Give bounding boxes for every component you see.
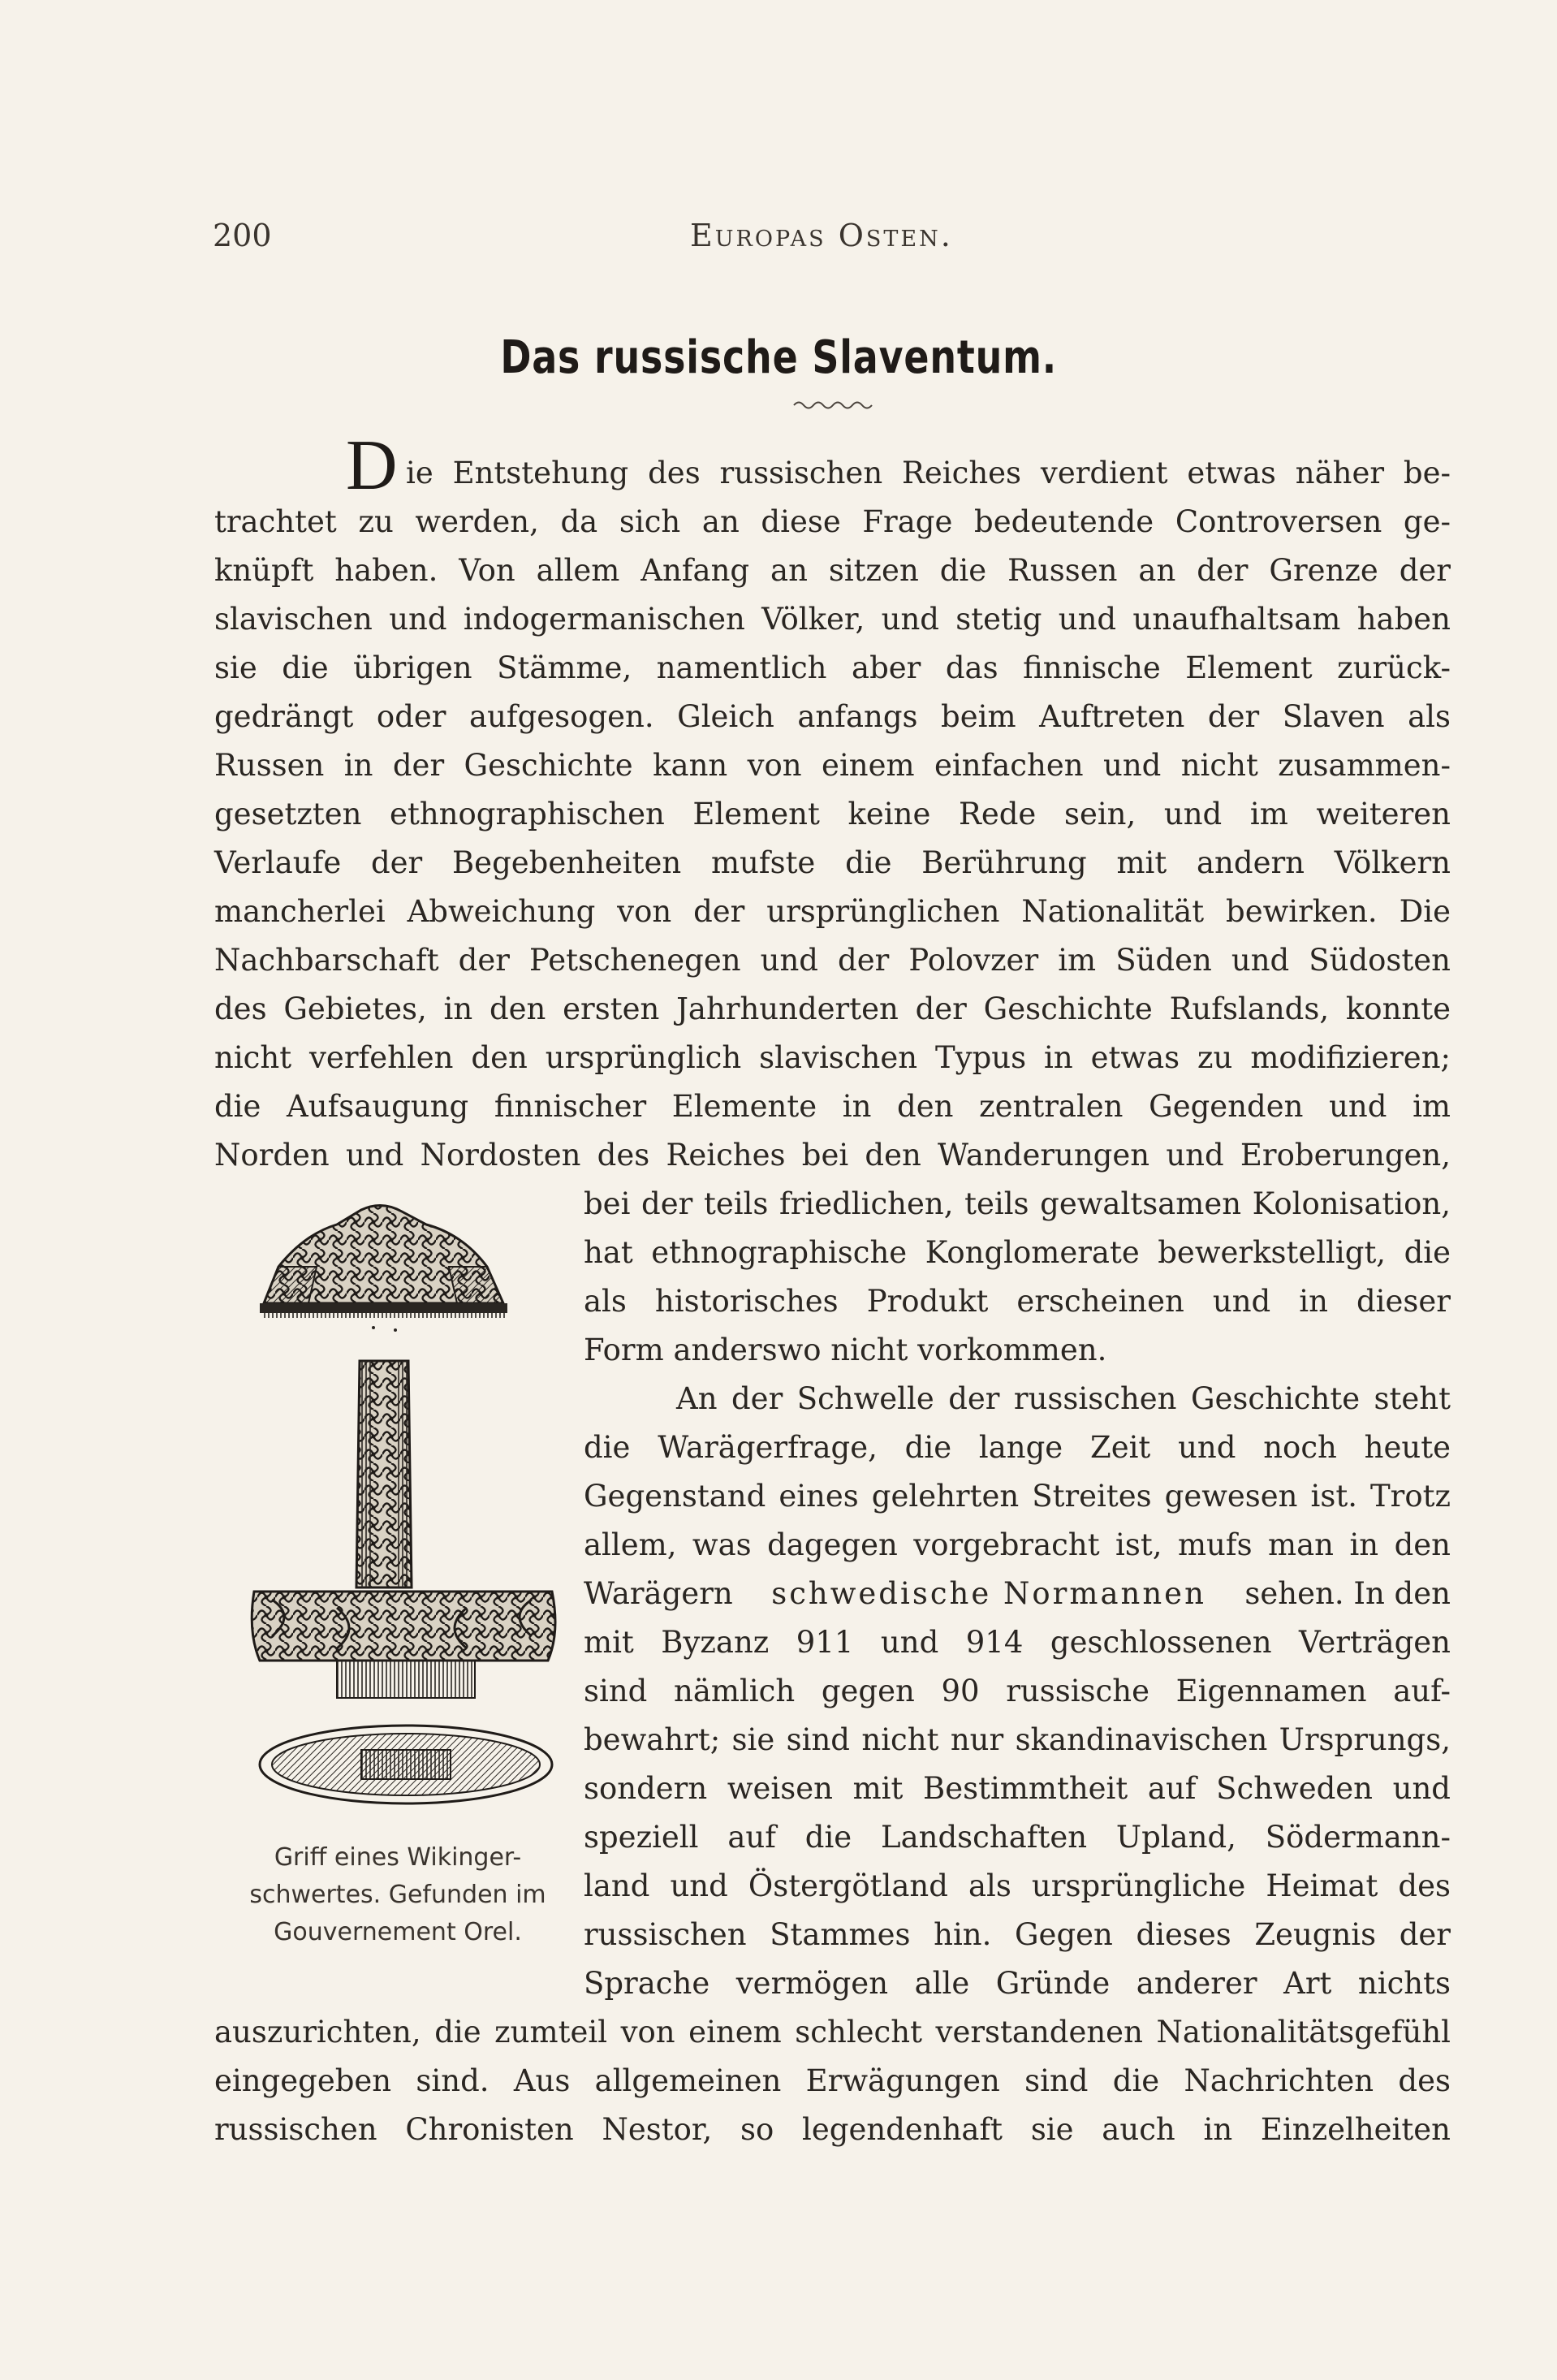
text-line: mancherlei Abweichung von der ursprünglichen Nationalität bewirken. Die: [214, 894, 1451, 929]
crossguard: [252, 1592, 555, 1661]
text-line: eingegeben sind. Aus allgemeinen Erwägungen sind die Nachrichten des: [214, 2063, 1451, 2098]
page-number: 200: [213, 218, 272, 253]
ornament-squiggle-icon: [792, 398, 873, 411]
text-line: Russen in der Geschichte kann von einem einfachen und nicht zusammen-: [214, 748, 1451, 783]
text-line: sondern weisen mit Bestimmtheit auf Schweden und: [584, 1771, 1451, 1806]
text-word: Warägern: [584, 1576, 733, 1611]
text-line: land und Östergötland als ursprüngliche Heimat des: [584, 1868, 1451, 1903]
text-line: sie die übrigen Stämme, namentlich aber das finnische Element zurück-: [214, 650, 1451, 685]
text-line: trachtet zu werden, da sich an diese Frage bedeutende Controversen ge-: [214, 504, 1451, 539]
text-line: Gegenstand eines gelehrten Streites gewesen ist. Trotz: [584, 1479, 1451, 1514]
text-line: Nachbarschaft der Petschenegen und der Polovzer im Süden und Südosten: [214, 943, 1451, 978]
text-line: Verlaufe der Begebenheiten mufste die Berührung mit andern Völkern: [214, 845, 1451, 880]
blade-stub: [337, 1661, 475, 1698]
text-line: Sprache vermögen alle Gründe anderer Art nichts: [584, 1966, 1451, 2001]
grip: [356, 1361, 412, 1587]
emphasized-text: schwedische Normannen: [771, 1576, 1206, 1611]
text-word: sehen. In den: [1244, 1576, 1451, 1611]
text-line: slavischen und indogermanischen Völker, und stetig und unaufhaltsam haben: [214, 602, 1451, 637]
text-line: als historisches Produkt erscheinen und in dieser: [584, 1284, 1451, 1319]
chapter-title: Das russische Slaventum.: [500, 331, 1058, 384]
text-line: speziell auf die Landschaften Upland, Södermann-: [584, 1820, 1451, 1855]
text-line: [584, 1574, 1451, 1614]
text-line: auszurichten, die zumteil von einem schlecht verstandenen Nationalitätsgefühl: [214, 2015, 1451, 2050]
text-line: Form anderswo nicht vorkommen.: [584, 1333, 1107, 1367]
text-line: hat ethnographische Konglomerate bewerkstelligt, die: [584, 1235, 1451, 1270]
caption-line: schwertes. Gefunden im: [249, 1881, 546, 1909]
text-line: die Aufsaugung finnischer Elemente in den zentralen Gegenden und im: [214, 1089, 1451, 1124]
text-line: gesetzten ethnographischen Element keine Rede sein, und im weiteren: [214, 797, 1451, 831]
text-line: mit Byzanz 911 und 914 geschlossenen Verträgen: [584, 1625, 1451, 1660]
text-line: sind nämlich gegen 90 russische Eigennamen auf-: [584, 1674, 1451, 1708]
text-line: Norden und Nordosten des Reiches bei den Wanderungen und Eroberungen,: [214, 1138, 1451, 1173]
text-line: bewahrt; sie sind nicht nur skandinavischen Ursprungs,: [584, 1722, 1451, 1757]
text-line: knüpft haben. Von allem Anfang an sitzen die Russen an der Grenze der: [214, 553, 1451, 588]
text-line: ie Entstehung des russischen Reiches verdient etwas näher be-: [406, 456, 1451, 490]
text-line: bei der teils friedlichen, teils gewaltsamen Kolonisation,: [584, 1186, 1451, 1221]
pommel: [260, 1205, 507, 1318]
text-line: die Warägerfrage, die lange Zeit und noch heute: [584, 1430, 1451, 1465]
guard-cross-section: [260, 1726, 552, 1803]
text-line: allem, was dagegen vorgebracht ist, mufs man in den: [584, 1527, 1451, 1562]
caption-line: Gouvernement Orel.: [274, 1918, 522, 1946]
text-line: gedrängt oder aufgesogen. Gleich anfangs beim Auftreten der Slaven als: [214, 699, 1451, 734]
text-line: nicht verfehlen den ursprünglich slavischen Typus in etwas zu modifizieren;: [214, 1040, 1451, 1075]
drop-cap: D: [346, 426, 398, 505]
text-line: russischen Chronisten Nestor, so legendenhaft sie auch in Einzelheiten: [214, 2112, 1451, 2147]
text-line: russischen Stammes hin. Gegen dieses Zeugnis der: [584, 1917, 1451, 1952]
text-line: An der Schwelle der russischen Geschichte steht: [676, 1381, 1451, 1416]
figure-caption: [235, 1839, 560, 1951]
running-title: Europas Osten.: [690, 218, 953, 253]
caption-line: Griff eines Wikinger-: [274, 1843, 522, 1872]
sword-hilt-figure: [239, 1177, 564, 1819]
text-line: des Gebietes, in den ersten Jahrhunderten der Geschichte Rufslands, konnte: [214, 991, 1451, 1026]
